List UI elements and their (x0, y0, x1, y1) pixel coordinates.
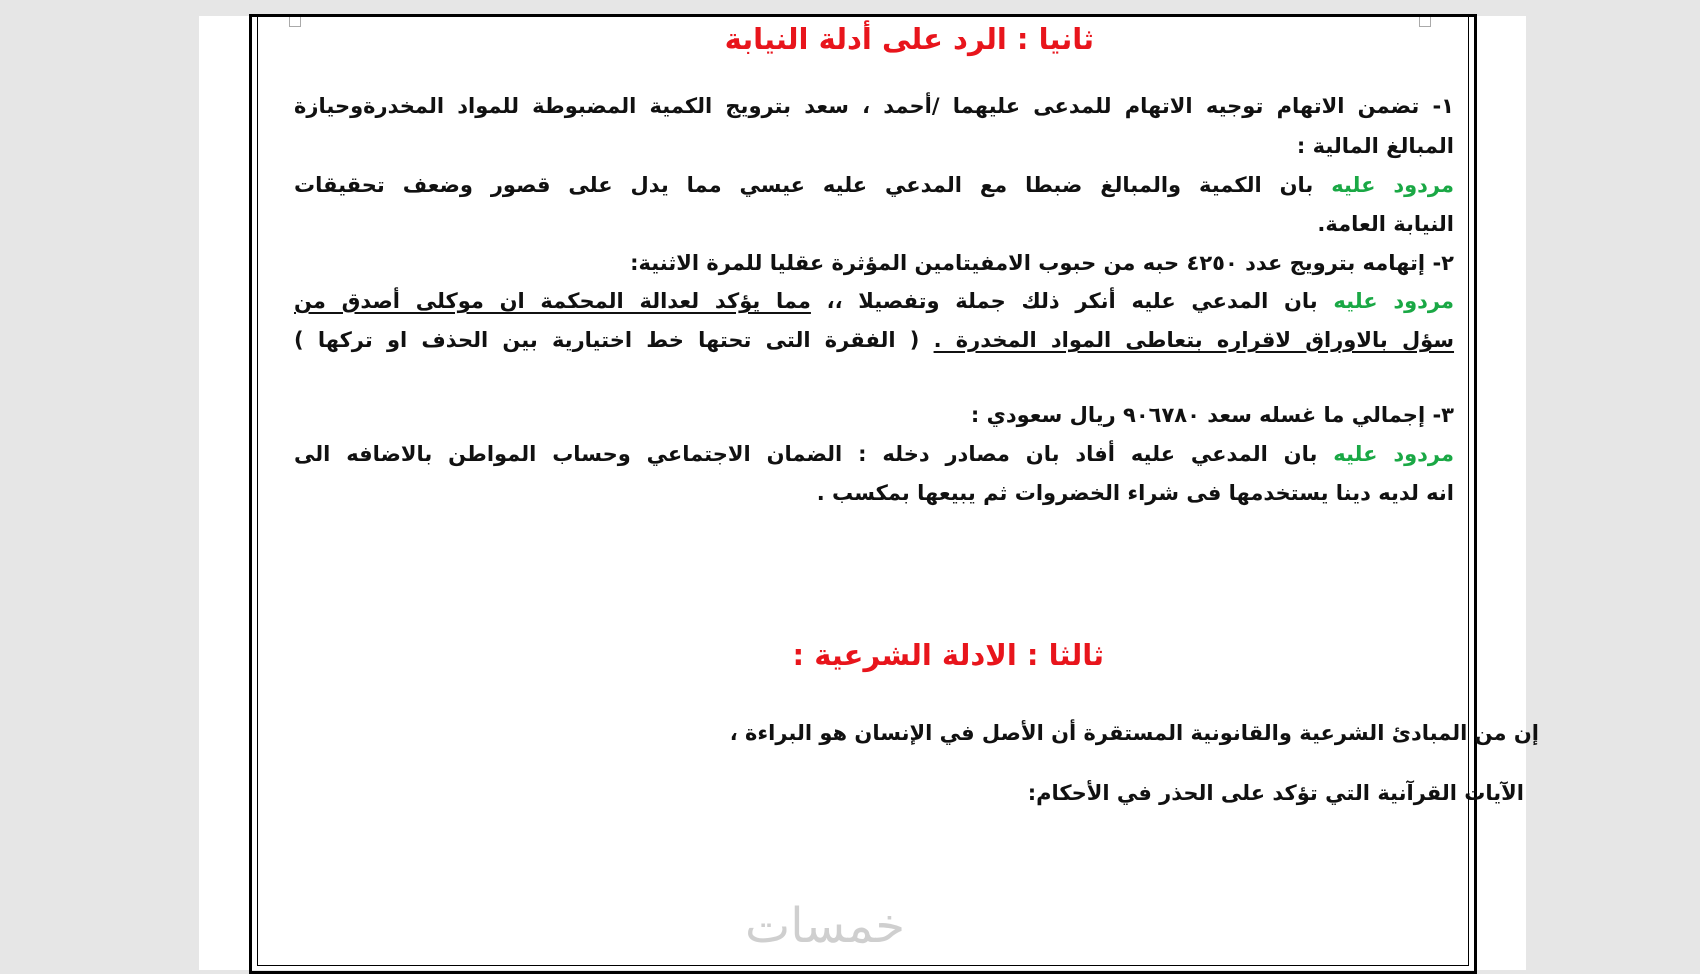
item-2-reply-line-1 (294, 280, 1454, 322)
reply-text: بان المدعي عليه أنكر ذلك جملة وتفصيلا ،، (810, 289, 1334, 313)
section-three-title: ثالثا : الادلة الشرعية : (792, 638, 1104, 672)
item-3-reply-line-1 (294, 433, 1454, 475)
item-2-line-1: ٢- إتهامه بترويج عدد ٤٢٥٠ حبه من حبوب الامفيتامين المؤثرة عقليا للمرة الاثنية: (630, 251, 1454, 275)
item-1-reply-line-2: النيابة العامة. (1317, 212, 1454, 236)
section-two-title: ثانيا : الرد على أدلة النيابة (724, 22, 1094, 56)
reply-text: بان المدعي عليه أفاد بان مصادر دخله : الضمان الاجتماعي وحساب المواطن بالاضافه الى (294, 442, 1334, 466)
reply-note: ( الفقرة التى تحتها خط اختيارية بين الحذف او تركها ) (294, 328, 934, 352)
reply-text: بان الكمية والمبالغ ضبطا مع المدعي عليه عيسي مما يدل على قصور وضعف تحقيقات (294, 173, 1332, 197)
section-three-paragraph-1: إن من المبادئ الشرعية والقانونية المستقرة أن الأصل في الإنسان هو البراءة ، (729, 721, 1539, 745)
reply-text-underlined: سؤل بالاوراق لاقراره بتعاطى المواد المخدرة . (933, 328, 1455, 352)
document-page (199, 16, 1539, 970)
item-2-reply-line-2 (294, 319, 1454, 361)
reply-text-underlined: مما يؤكد لعدالة المحكمة ان موكلى أصدق من (294, 289, 811, 313)
reply-label: مردود عليه (1333, 289, 1454, 313)
item-1-reply-line-1 (294, 164, 1454, 206)
reply-label: مردود عليه (1333, 442, 1454, 466)
item-3-line-1: ٣- إجمالي ما غسله سعد ٩٠٦٧٨٠ ريال سعودي : (970, 403, 1454, 427)
section-three-paragraph-2: الآيات القرآنية التي تؤكد على الحذر في الأحكام: (1027, 781, 1524, 805)
document-content (294, 16, 1539, 956)
watermark-logo: خمسات (745, 898, 906, 954)
item-1-line-1: ١- تضمن الاتهام توجيه الاتهام للمدعى عليهما /أحمد ، سعد بترويج الكمية المضبوطة للمواد المخدرةوحيازة (294, 94, 1454, 118)
reply-label: مردود عليه (1331, 173, 1454, 197)
item-3-reply-line-2: انه لديه دينا يستخدمها فى شراء الخضروات ثم يبيعها بمكسب . (816, 481, 1454, 505)
item-1-line-2: المبالغ المالية : (1296, 134, 1454, 158)
